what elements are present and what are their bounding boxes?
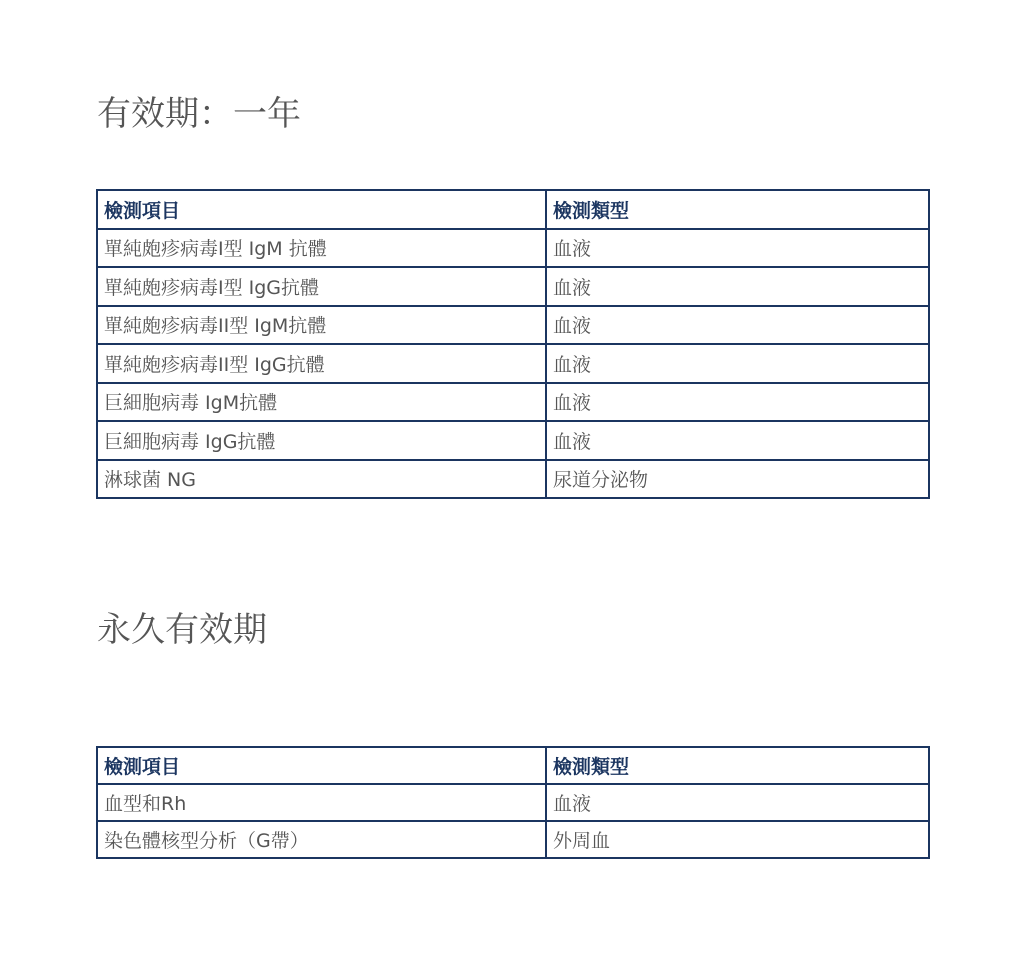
header-test-item: 檢測項目 — [97, 190, 546, 229]
cell-test-type: 血液 — [546, 344, 929, 383]
table-row — [97, 383, 929, 422]
table-row — [97, 267, 929, 306]
cell-test-item: 單純皰疹病毒II型 IgG抗體 — [97, 344, 546, 383]
cell-test-type: 血液 — [546, 267, 929, 306]
cell-test-type: 血液 — [546, 229, 929, 268]
table-row — [97, 421, 929, 460]
table-header-row — [97, 747, 929, 784]
cell-test-item: 淋球菌 NG — [97, 460, 546, 499]
permanent-validity-table — [96, 746, 930, 859]
cell-test-type: 血液 — [546, 306, 929, 345]
cell-test-type: 血液 — [546, 421, 929, 460]
cell-test-type: 血液 — [546, 383, 929, 422]
cell-test-item: 血型和Rh — [97, 784, 546, 821]
cell-test-type: 尿道分泌物 — [546, 460, 929, 499]
header-test-type: 檢測類型 — [546, 190, 929, 229]
cell-test-item: 單純皰疹病毒I型 IgG抗體 — [97, 267, 546, 306]
cell-test-item: 巨細胞病毒 IgG抗體 — [97, 421, 546, 460]
cell-test-type: 血液 — [546, 784, 929, 821]
section-title-one-year: 有效期：一年 — [97, 94, 301, 134]
table-row — [97, 460, 929, 499]
table-row — [97, 306, 929, 345]
section-title-permanent: 永久有效期 — [97, 610, 267, 650]
cell-test-type: 外周血 — [546, 821, 929, 858]
header-test-type: 檢測類型 — [546, 747, 929, 784]
table-header-row — [97, 190, 929, 229]
table-row — [97, 229, 929, 268]
one-year-validity-table — [96, 189, 930, 499]
cell-test-item: 染色體核型分析（G帶） — [97, 821, 546, 858]
table-row — [97, 821, 929, 858]
cell-test-item: 巨細胞病毒 IgM抗體 — [97, 383, 546, 422]
cell-test-item: 單純皰疹病毒I型 IgM 抗體 — [97, 229, 546, 268]
table-row — [97, 344, 929, 383]
cell-test-item: 單純皰疹病毒II型 IgM抗體 — [97, 306, 546, 345]
table-row — [97, 784, 929, 821]
header-test-item: 檢測項目 — [97, 747, 546, 784]
